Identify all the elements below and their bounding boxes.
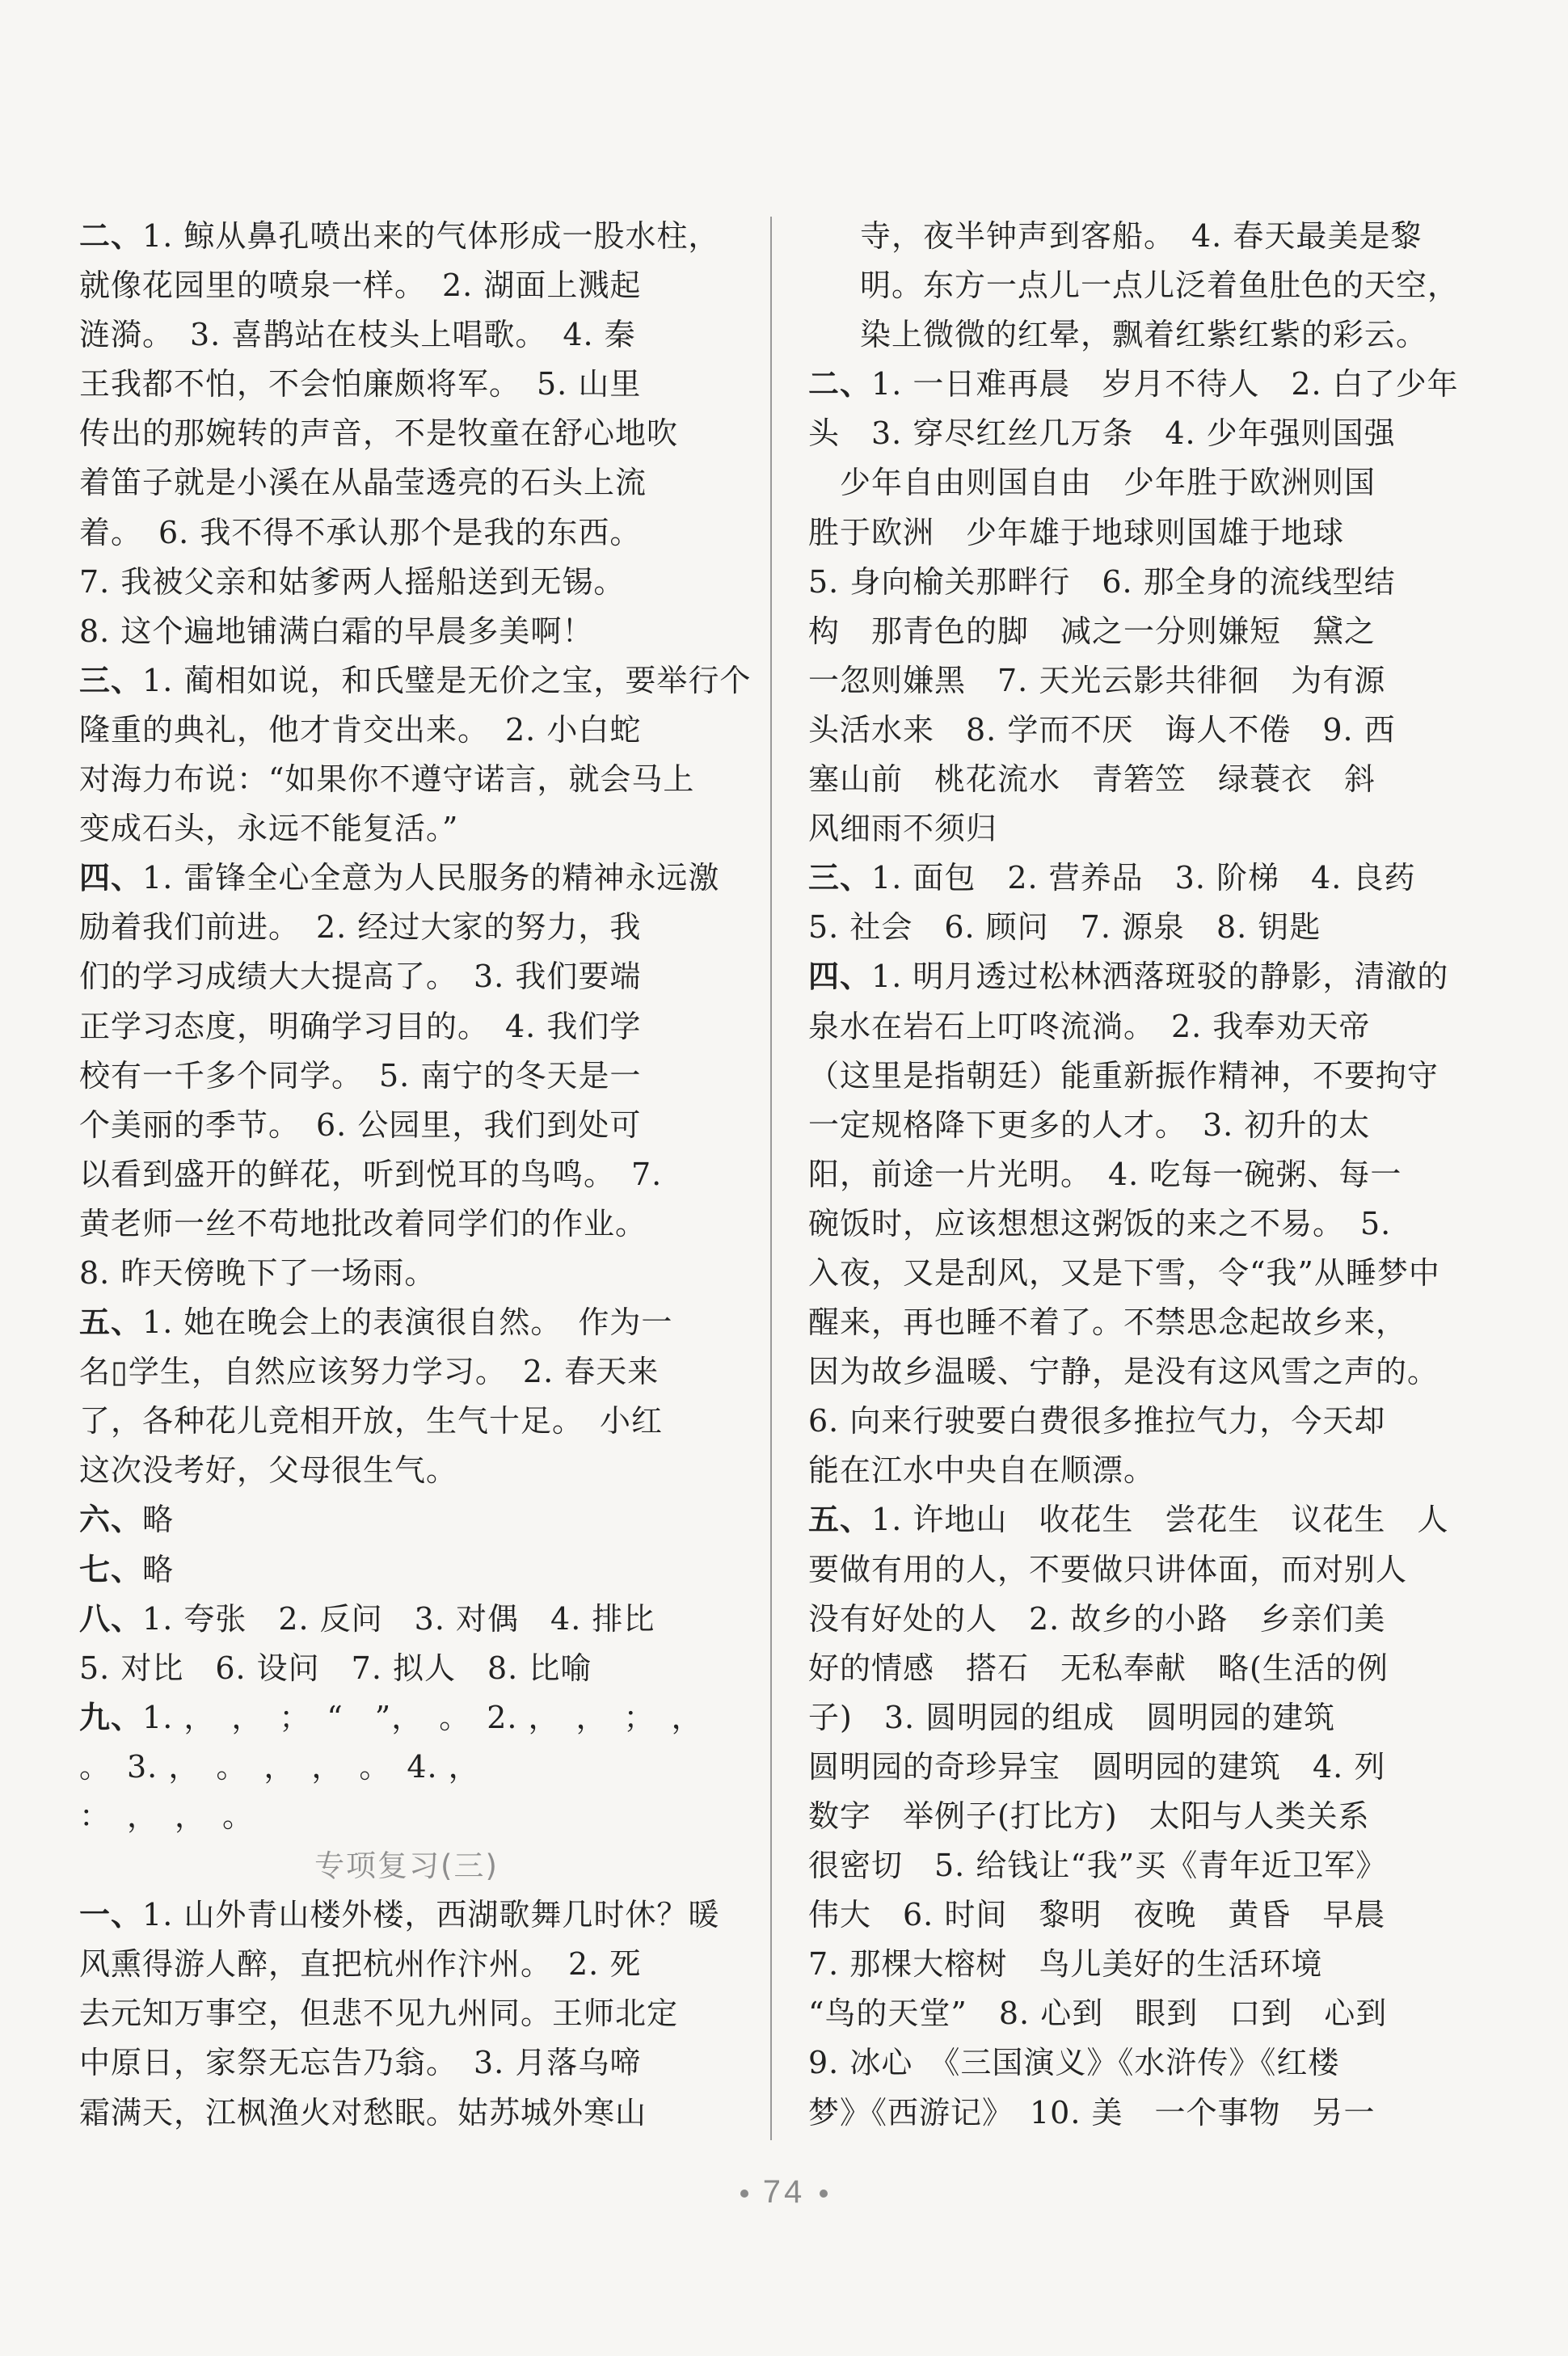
answer-text: 着笛子就是小溪在从晶莹透亮的石头上流 (79, 465, 647, 501)
answer-line (808, 508, 1463, 558)
answer-line (808, 1199, 1463, 1249)
answer-item (79, 1693, 734, 1841)
answer-line (808, 755, 1463, 804)
continuation-line: 明。东方一点儿一点儿泛着鱼肚色的天空， (860, 268, 1460, 304)
answer-text: 伟大 6. 时间 黎明 夜晚 黄昏 早晨 (808, 1897, 1386, 1933)
answer-line (808, 2088, 1463, 2138)
answer-line (79, 212, 734, 261)
answer-item (79, 1595, 734, 1693)
answer-text: 校有一千多个同学。 5. 南宁的冬天是一 (79, 1057, 642, 1094)
answer-text: 数字 举例子(打比方) 太阳与人类关系 (808, 1798, 1370, 1834)
answer-text: 1. 山外青山楼外楼，西湖歌舞几时休？暖 (142, 1897, 720, 1933)
answer-item (79, 1545, 734, 1595)
answer-text: 略 (142, 1551, 175, 1587)
answer-line (79, 1743, 734, 1792)
answer-text: 头活水来 8. 学而不厌 诲人不倦 9. 西 (808, 711, 1396, 748)
question-number: 一、 (79, 1897, 143, 1933)
answer-text: 5. 对比 6. 设问 7. 拟人 8. 比喻 (79, 1650, 592, 1686)
answer-line (79, 804, 734, 853)
answer-line (79, 1199, 734, 1249)
answer-line (79, 1890, 734, 1940)
answer-text: 头 3. 穿尽红丝几万条 4. 少年强则国强 (808, 415, 1396, 452)
column-divider (770, 217, 772, 2140)
answer-text: 黄老师一丝不苟地批改着同学们的作业。 (79, 1205, 647, 1241)
answer-text: 一定规格降下更多的人才。 3. 初升的太 (808, 1106, 1371, 1143)
question-number: 五、 (808, 1502, 872, 1538)
answer-text: 1. 鲸从鼻孔喷出来的气体形成一股水柱， (142, 218, 720, 254)
answer-text: 很密切 5. 给钱让“我”买《青年近卫军》 (808, 1848, 1388, 1884)
answer-line (808, 1347, 1463, 1397)
section-title: 专项复习(三) (314, 1848, 499, 1884)
answer-text: 传出的那婉转的声音，不是牧童在舒心地吹 (79, 415, 679, 452)
answer-text: “鸟的天堂” 8. 心到 眼到 口到 心到 (808, 1996, 1388, 2032)
answer-item (808, 1495, 1463, 2137)
answer-line (808, 1052, 1463, 1101)
answer-text: （这里是指朝廷）能重新振作精神，不要拘守 (808, 1057, 1439, 1094)
answer-text: 能在江水中央自在顺漂。 (808, 1452, 1156, 1489)
answer-item (808, 853, 1463, 952)
answer-text: 。 3. ， 。 ， ， 。 4. ， (79, 1748, 480, 1785)
answer-text: 霜满天，江枫渔火对愁眠。姑苏城外寒山 (79, 2094, 647, 2131)
answer-line (808, 558, 1463, 607)
answer-text: 1. 她在晚会上的表演很自然。 作为一 (142, 1304, 673, 1341)
answer-line (79, 1347, 734, 1397)
answer-line (808, 409, 1463, 458)
question-number: 二、 (808, 366, 872, 403)
answer-line (808, 1101, 1463, 1150)
answer-text: 1. 一日难再晨 岁月不待人 2. 白了少年 (871, 366, 1459, 403)
answer-text: 变成石头，永远不能复活。” (79, 811, 459, 847)
answer-line (79, 1644, 734, 1693)
answer-text: 7. 我被父亲和姑爹两人摇船送到无锡。 (79, 563, 626, 600)
answer-line (79, 1052, 734, 1101)
answer-line (808, 1693, 1463, 1743)
answer-line (79, 853, 734, 903)
answer-line (79, 1693, 734, 1743)
answer-text: 构 那青色的脚 减之一分则嫌短 黛之 (808, 613, 1376, 649)
answer-text: 8. 昨天傍晚下了一场雨。 (79, 1254, 436, 1291)
answer-line (79, 1940, 734, 1989)
dot-left-icon (740, 2190, 748, 2198)
answer-line (808, 1841, 1463, 1890)
answer-text: 1. 明月透过松林洒落斑驳的静影，清澈的 (871, 959, 1449, 995)
answer-text: 9. 冰心 《三国演义》《水浒传》《红楼 (808, 2045, 1340, 2081)
answer-line (808, 804, 1463, 853)
answer-text: 好的情感 搭石 无私奉献 略(生活的例 (808, 1650, 1389, 1686)
answer-line (79, 1446, 734, 1495)
answer-line (808, 1150, 1463, 1199)
answer-text: 没有好处的人 2. 故乡的小路 乡亲们美 (808, 1600, 1386, 1637)
answer-line (808, 1002, 1463, 1052)
answer-text: 着。 6. 我不得不承认那个是我的东西。 (79, 514, 642, 550)
answer-text: 王我都不怕，不会怕廉颇将军。 5. 山里 (79, 366, 642, 403)
answer-line (808, 1545, 1463, 1595)
answer-line (79, 310, 734, 360)
answer-text: 5. 社会 6. 顾问 7. 源泉 8. 钥匙 (808, 909, 1321, 946)
answer-item (79, 853, 734, 1298)
answer-text: 以看到盛开的鲜花，听到悦耳的鸟鸣。 7. (79, 1156, 663, 1192)
answer-text: 1. 许地山 收花生 尝花生 议花生 人 (871, 1502, 1449, 1538)
answer-line (808, 853, 1463, 903)
answer-line (808, 2038, 1463, 2088)
answer-text: 圆明园的奇珍异宝 圆明园的建筑 4. 列 (808, 1748, 1386, 1785)
answer-item (79, 1298, 734, 1495)
question-number: 三、 (79, 662, 143, 698)
answer-line (79, 1002, 734, 1052)
answer-item (79, 1890, 734, 2137)
answer-text: 塞山前 桃花流水 青箬笠 绿蓑衣 斜 (808, 761, 1376, 798)
answer-line (79, 360, 734, 409)
answer-text: 1. ， ， ； “ ”， 。 2. ， ， ； ， (142, 1699, 703, 1735)
answer-line (808, 1989, 1463, 2038)
answer-line (79, 1792, 734, 1841)
page-number-text: 74 (762, 2174, 806, 2210)
answer-text: 少年自由则国自由 少年胜于欧洲则国 (808, 465, 1376, 501)
answer-line (79, 656, 752, 706)
answer-line (79, 1150, 734, 1199)
answer-text: 这次没考好，父母很生气。 (79, 1452, 458, 1489)
answer-item (79, 656, 752, 853)
answer-line (808, 1940, 1463, 1989)
answer-line (808, 360, 1463, 409)
answer-line (79, 2088, 734, 2138)
question-number: 三、 (808, 860, 872, 896)
answer-line (808, 1792, 1463, 1841)
answer-line (808, 1249, 1463, 1298)
answer-line (79, 903, 734, 952)
answer-text: 因为故乡温暖、宁静，是没有这风雪之声的。 (808, 1354, 1439, 1390)
question-number: 五、 (79, 1304, 143, 1341)
answer-text: 正学习态度，明确学习目的。 4. 我们学 (79, 1008, 642, 1044)
answer-line (808, 607, 1463, 656)
answer-line (79, 558, 734, 607)
answer-text: 1. 面包 2. 营养品 3. 阶梯 4. 良药 (871, 860, 1416, 896)
answer-text: 对海力布说：“如果你不遵守诺言，就会马上 (79, 761, 695, 798)
question-number: 二、 (79, 218, 143, 254)
answer-text: 略 (142, 1502, 175, 1538)
answer-text: 泉水在岩石上叮咚流淌。 2. 我奉劝天帝 (808, 1008, 1371, 1044)
answer-line (808, 1446, 1463, 1495)
answer-item (79, 1495, 734, 1545)
answer-line (808, 1298, 1463, 1347)
answer-line (808, 1495, 1463, 1545)
answer-line (808, 706, 1463, 755)
answer-text: ： ， ， 。 (79, 1798, 255, 1834)
answer-line (79, 607, 734, 656)
question-number: 七、 (79, 1551, 143, 1587)
right-column (808, 212, 1463, 2138)
answer-line (808, 1644, 1463, 1693)
answer-line (79, 1101, 734, 1150)
answer-text: 6. 向来行驶要白费很多推拉气力，今天却 (808, 1403, 1386, 1439)
answer-line (808, 458, 1463, 508)
answer-text: 个美丽的季节。 6. 公园里，我们到处可 (79, 1106, 642, 1143)
answer-line (79, 261, 734, 310)
answer-text: 风熏得游人醉，直把杭州作汴州。 2. 死 (79, 1946, 642, 1983)
question-number: 九、 (79, 1699, 143, 1735)
answer-text: 名▯学生，自然应该努力学习。 2. 春天来 (79, 1354, 660, 1390)
answer-text: 就像花园里的喷泉一样。 2. 湖面上溅起 (79, 268, 642, 304)
answer-text: 去元知万事空，但悲不见九州同。王师北定 (79, 1996, 679, 2032)
answer-line (79, 1989, 734, 2038)
answer-text: 隆重的典礼，他才肯交出来。 2. 小白蛇 (79, 711, 642, 748)
answer-text: 1. 雷锋全心全意为人民服务的精神永远激 (142, 860, 720, 896)
answer-line (79, 1298, 734, 1347)
answer-line (79, 952, 734, 1001)
answer-text: 要做有用的人，不要做只讲体面，而对别人 (808, 1551, 1408, 1587)
answer-text: 子) 3. 圆明园的组成 圆明园的建筑 (808, 1699, 1336, 1735)
answer-line (79, 755, 734, 804)
answer-text: 涟漪。 3. 喜鹊站在枝头上唱歌。 4. 秦 (79, 317, 636, 353)
answer-line (79, 458, 734, 508)
answer-text: 入夜，又是刮风，又是下雪，令“我”从睡梦中 (808, 1254, 1440, 1291)
answer-text: 梦》《西游记》 10. 美 一个事物 另一 (808, 2094, 1376, 2131)
answer-line (79, 706, 734, 755)
answer-item (79, 212, 734, 656)
answer-text: 1. 夸张 2. 反问 3. 对偶 4. 排比 (142, 1600, 655, 1637)
answer-line (79, 508, 734, 558)
answer-text: 7. 那棵大榕树 鸟儿美好的生活环境 (808, 1946, 1323, 1983)
continuation-line: 染上微微的红晕，飘着红紫红紫的彩云。 (860, 317, 1428, 353)
answer-line (79, 1249, 734, 1298)
question-number: 八、 (79, 1600, 143, 1637)
answer-line (808, 952, 1463, 1001)
answer-line (79, 409, 734, 458)
question-number: 四、 (808, 959, 872, 995)
answer-text: 碗饭时，应该想想这粥饭的来之不易。 5. (808, 1205, 1392, 1241)
answer-line (79, 1495, 734, 1545)
answer-text: 5. 身向榆关那畔行 6. 那全身的流线型结 (808, 563, 1396, 600)
page-number (0, 2174, 1568, 2211)
answer-text: 们的学习成绩大大提高了。 3. 我们要端 (79, 959, 642, 995)
answer-line (79, 2038, 734, 2088)
answer-text: 阳，前途一片光明。 4. 吃每一碗粥、每一 (808, 1156, 1402, 1192)
answer-line (808, 1890, 1463, 1940)
answer-text: 中原日，家祭无忘告乃翁。 3. 月落乌啼 (79, 2045, 642, 2081)
left-column (79, 212, 752, 2138)
answer-line (808, 1397, 1463, 1446)
answer-item (808, 360, 1463, 853)
answer-text: 8. 这个遍地铺满白霜的早晨多美啊！ (79, 613, 594, 649)
answer-line (79, 1397, 734, 1446)
answer-item (808, 952, 1463, 1495)
answer-text: 醒来，再也睡不着了。不禁思念起故乡来， (808, 1304, 1408, 1341)
answer-text: 胜于欧洲 少年雄于地球则国雄于地球 (808, 514, 1345, 550)
answer-line (79, 1595, 734, 1644)
continuation-line: 寺，夜半钟声到客船。 4. 春天最美是黎 (860, 218, 1423, 254)
answer-text: 励着我们前进。 2. 经过大家的努力，我 (79, 909, 642, 946)
answer-line (808, 656, 1463, 706)
answer-text: 了，各种花儿竞相开放，生气十足。 小红 (79, 1403, 664, 1439)
answer-line (808, 1743, 1463, 1792)
question-number: 六、 (79, 1502, 143, 1538)
answer-text: 风细雨不须归 (808, 811, 998, 847)
answer-text: 1. 蔺相如说，和氏璧是无价之宝，要举行个 (142, 662, 752, 698)
answer-line (79, 1545, 734, 1595)
answer-line (808, 903, 1463, 952)
question-number: 四、 (79, 860, 143, 896)
answer-text: 一忽则嫌黑 7. 天光云影共徘徊 为有源 (808, 662, 1386, 698)
dot-right-icon (820, 2190, 828, 2198)
answer-line (808, 1595, 1463, 1644)
